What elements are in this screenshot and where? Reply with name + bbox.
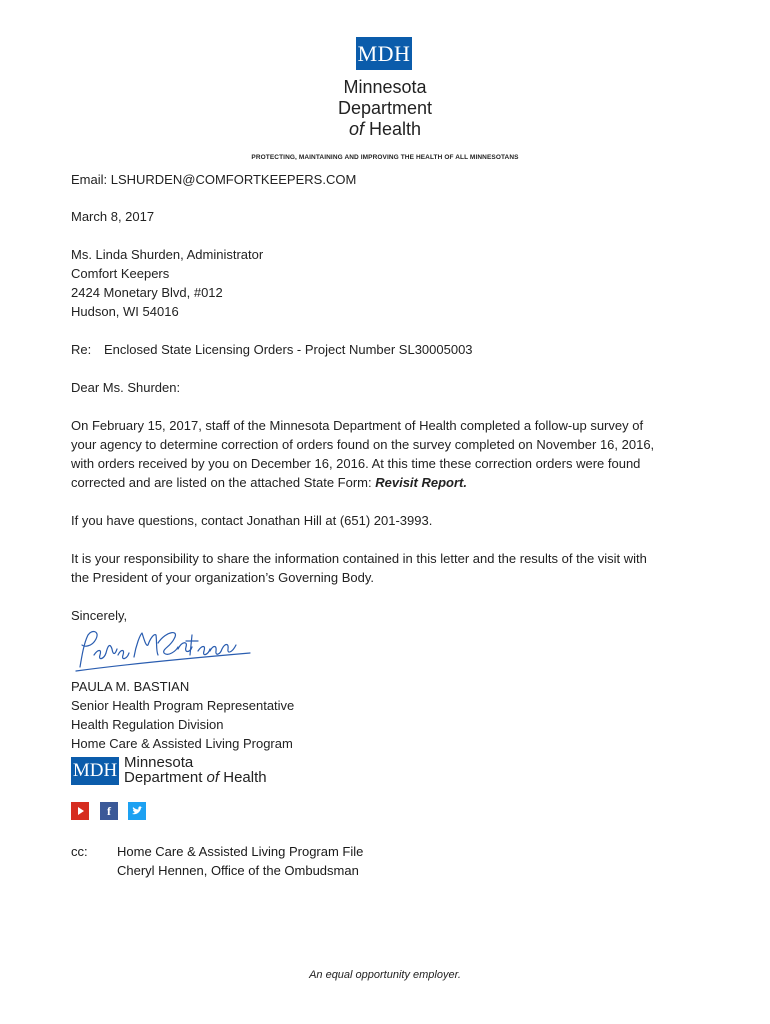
twitter-icon[interactable] (128, 802, 146, 820)
cc-recipient: Home Care & Assisted Living Program File (117, 844, 364, 859)
logo-health: Health (219, 769, 267, 786)
mdh-logo-badge: MDH (356, 37, 412, 70)
closing: Sincerely, (71, 608, 128, 623)
paragraph-line: with orders received by you on December 16, 2016. At this time these correction orders were found (71, 456, 641, 471)
logo-of: of (206, 769, 220, 786)
contact-paragraph: If you have questions, contact Jonathan Hill at (651) 201-3993. (71, 513, 433, 528)
re-label: Re: (71, 342, 92, 357)
paragraph-line: your agency to determine correction of orders found on the survey completed on November 16, 2016, (71, 437, 655, 452)
tagline: PROTECTING, MAINTAINING AND IMPROVING THE HEALTH OF ALL MINNESOTANS (251, 154, 519, 161)
re-subject: Enclosed State Licensing Orders - Project Number SL30005003 (104, 342, 473, 357)
cc-label: cc: (71, 844, 88, 859)
logo-department: Department (124, 769, 207, 786)
signer-division: Health Regulation Division (71, 717, 224, 732)
email-line: Email: LSHURDEN@COMFORTKEEPERS.COM (71, 172, 357, 187)
paragraph-line: On February 15, 2017, staff of the Minnesota Department of Health completed a follow-up survey of (71, 418, 644, 433)
mdh-footer-logo-badge: MDH (71, 757, 119, 785)
signer-program: Home Care & Assisted Living Program (71, 736, 293, 751)
paragraph-line: It is your responsibility to share the information contained in this letter and the results of the visit with (71, 551, 647, 566)
signer-name: PAULA M. BASTIAN (71, 679, 190, 694)
mdh-footer-logo-line1: Minnesota (124, 754, 194, 771)
recipient-line: Ms. Linda Shurden, Administrator (71, 247, 264, 262)
org-name-of: of (348, 119, 364, 139)
org-name-health: Health (363, 119, 422, 139)
paragraph-line: the President of your organization’s Governing Body. (71, 570, 375, 585)
salutation: Dear Ms. Shurden: (71, 380, 181, 395)
org-name-line3 (0, 119, 770, 140)
mdh-footer-logo-line2 (124, 770, 267, 786)
letter-date: March 8, 2017 (71, 209, 155, 224)
org-name-line2: Department (337, 98, 433, 118)
recipient-line: Hudson, WI 54016 (71, 304, 179, 319)
paragraph-line (71, 473, 467, 492)
facebook-icon[interactable]: f (100, 802, 118, 820)
recipient-line: 2424 Monetary Blvd, #012 (71, 285, 223, 300)
handwritten-signature (70, 625, 260, 675)
revisit-report-emphasis: Revisit Report. (375, 475, 467, 490)
signer-title: Senior Health Program Representative (71, 698, 295, 713)
org-name-line1: Minnesota (343, 77, 427, 97)
youtube-icon[interactable] (71, 802, 89, 820)
eeo-statement: An equal opportunity employer. (309, 969, 461, 981)
recipient-line: Comfort Keepers (71, 266, 170, 281)
cc-recipient: Cheryl Hennen, Office of the Ombudsman (117, 863, 359, 878)
paragraph-text: corrected and are listed on the attached State Form: (71, 475, 376, 490)
